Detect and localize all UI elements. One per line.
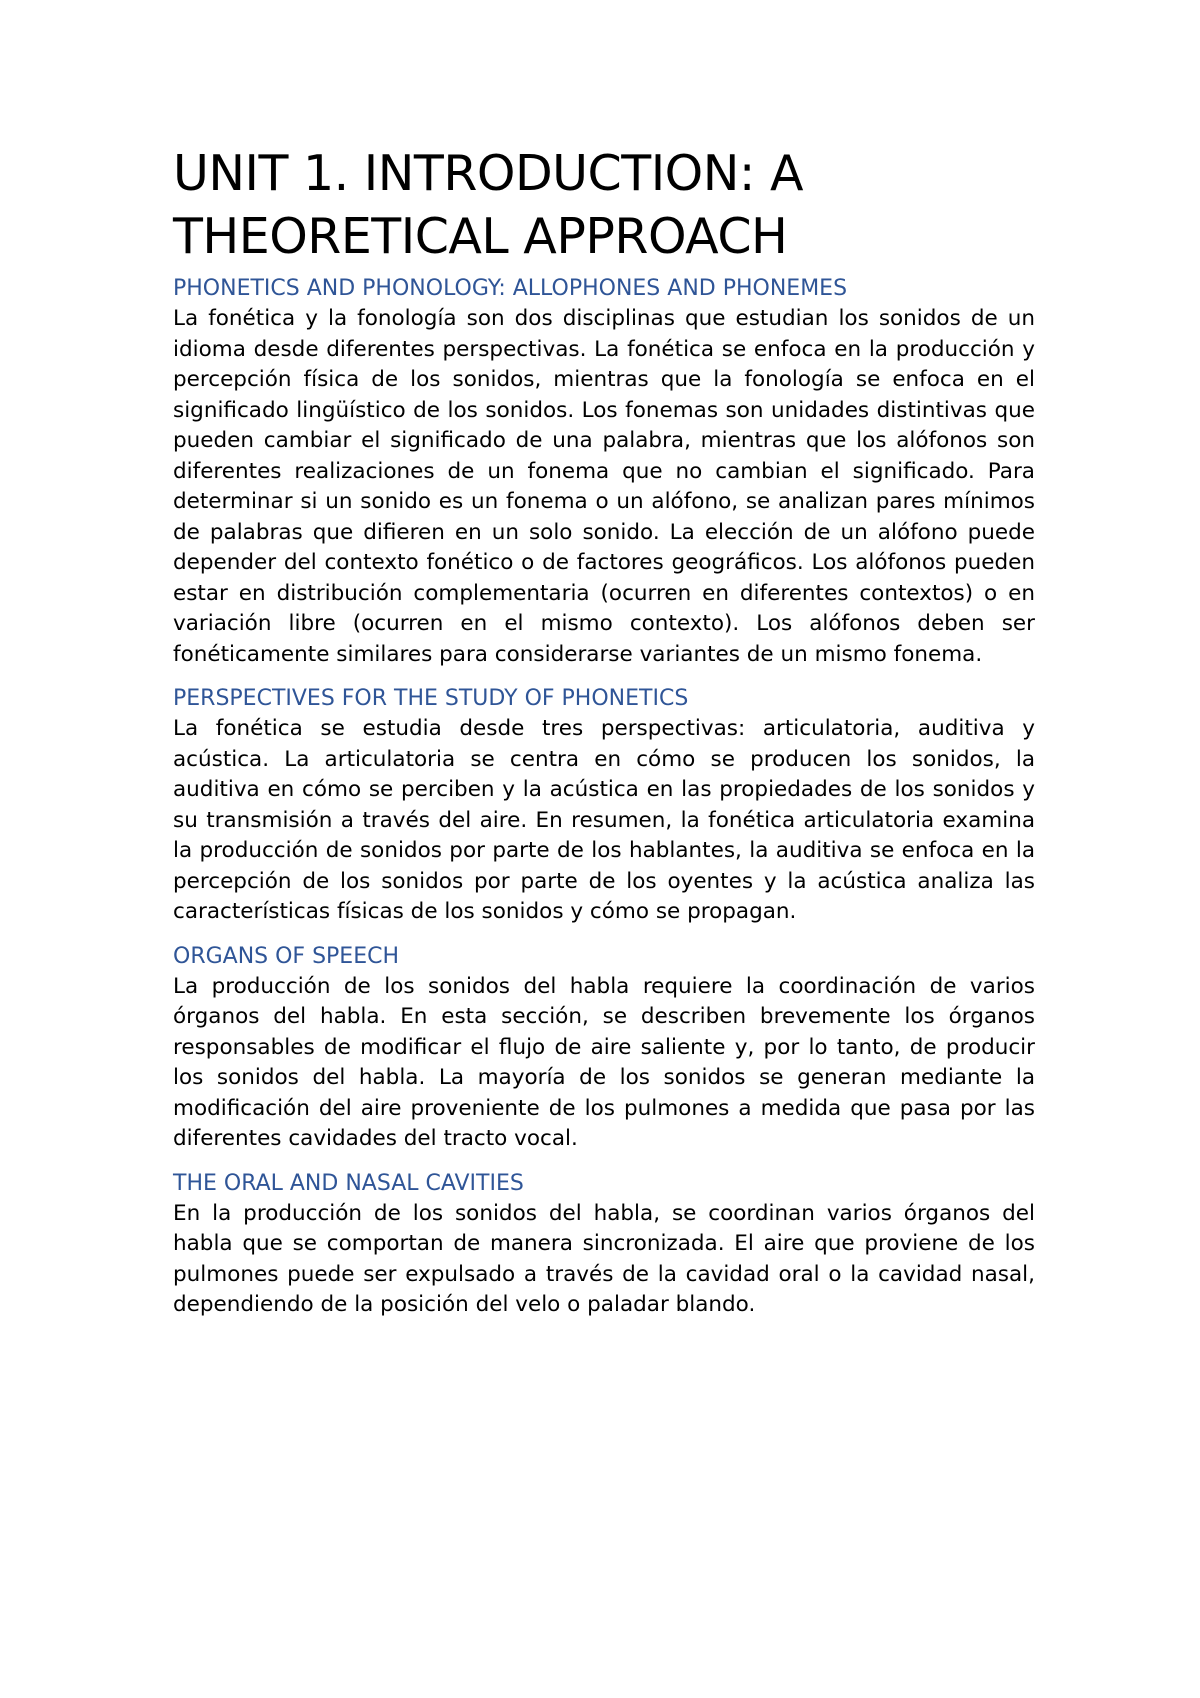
section-organs-of-speech bbox=[173, 942, 1035, 1155]
section-body: La fonética se estudia desde tres perspectivas: articulatoria, auditiva y acústica. La articulatoria se centra en cómo se producen los sonidos, la auditiva en cómo se perciben y la acústica en las propiedades de los sonidos y su transmisión a través del aire. En resumen, la fonética articulatoria examina la producción de sonidos por parte de los hablantes, la auditiva se enfoca en la percepción de los sonidos por parte de los oyentes y la acústica analiza las características físicas de los sonidos y cómo se propagan. bbox=[173, 716, 1035, 924]
section-heading: ORGANS OF SPEECH bbox=[173, 943, 400, 969]
section-heading: PERSPECTIVES FOR THE STUDY OF PHONETICS bbox=[173, 686, 689, 711]
section-body: En la producción de los sonidos del habla, se coordinan varios órganos del habla que se comportan de manera sincronizada. El aire que proviene de los pulmones puede ser expulsado a través de la cavidad oral o la cavidad nasal, dependiendo de la posición del velo o paladar blando. bbox=[173, 1200, 1035, 1317]
section-perspectives bbox=[173, 684, 1035, 928]
section-phonetics-phonology bbox=[173, 274, 1035, 670]
section-heading: PHONETICS AND PHONOLOGY: ALLOPHONES AND PHONEMES bbox=[173, 276, 848, 301]
section-body: La fonética y la fonología son dos disciplinas que estudian los sonidos de un idioma desde diferentes perspectivas. La fonética se enfoca en la producción y percepción física de los sonidos, mientras que la fonología se enfoca en el significado lingüístico de los sonidos. Los fonemas son unidades distintivas que pueden cambiar el significado de una palabra, mientras que los alófonos son diferentes realizaciones de un fonema que no cambian el significado. Para determinar si un sonido es un fonema o un alófono, se analizan pares mínimos de palabras que difieren en un solo sonido. La elección de un alófono puede depender del contexto fonético o de factores geográficos. Los alófonos pueden estar en distribución complementaria (ocurren en diferentes contextos) o en variación libre (ocurren en el mismo contexto). Los alófonos deben ser fonéticamente similares para considerarse variantes de un mismo fonema. bbox=[173, 306, 1035, 667]
document-title: UNIT 1. INTRODUCTION: A THEORETICAL APPROACH bbox=[173, 145, 803, 265]
section-body: La producción de los sonidos del habla requiere la coordinación de varios órganos del habla. En esta sección, se describen brevemente los órganos responsables de modificar el flujo de aire saliente y, por lo tanto, de producir los sonidos del habla. La mayoría de los sonidos se generan mediante la modificación del aire proveniente de los pulmones a medida que pasa por las diferentes cavidades del tracto vocal. bbox=[173, 973, 1035, 1151]
section-oral-nasal-cavities bbox=[173, 1169, 1035, 1321]
section-heading: THE ORAL AND NASAL CAVITIES bbox=[173, 1170, 524, 1196]
document-page bbox=[173, 142, 1035, 1335]
